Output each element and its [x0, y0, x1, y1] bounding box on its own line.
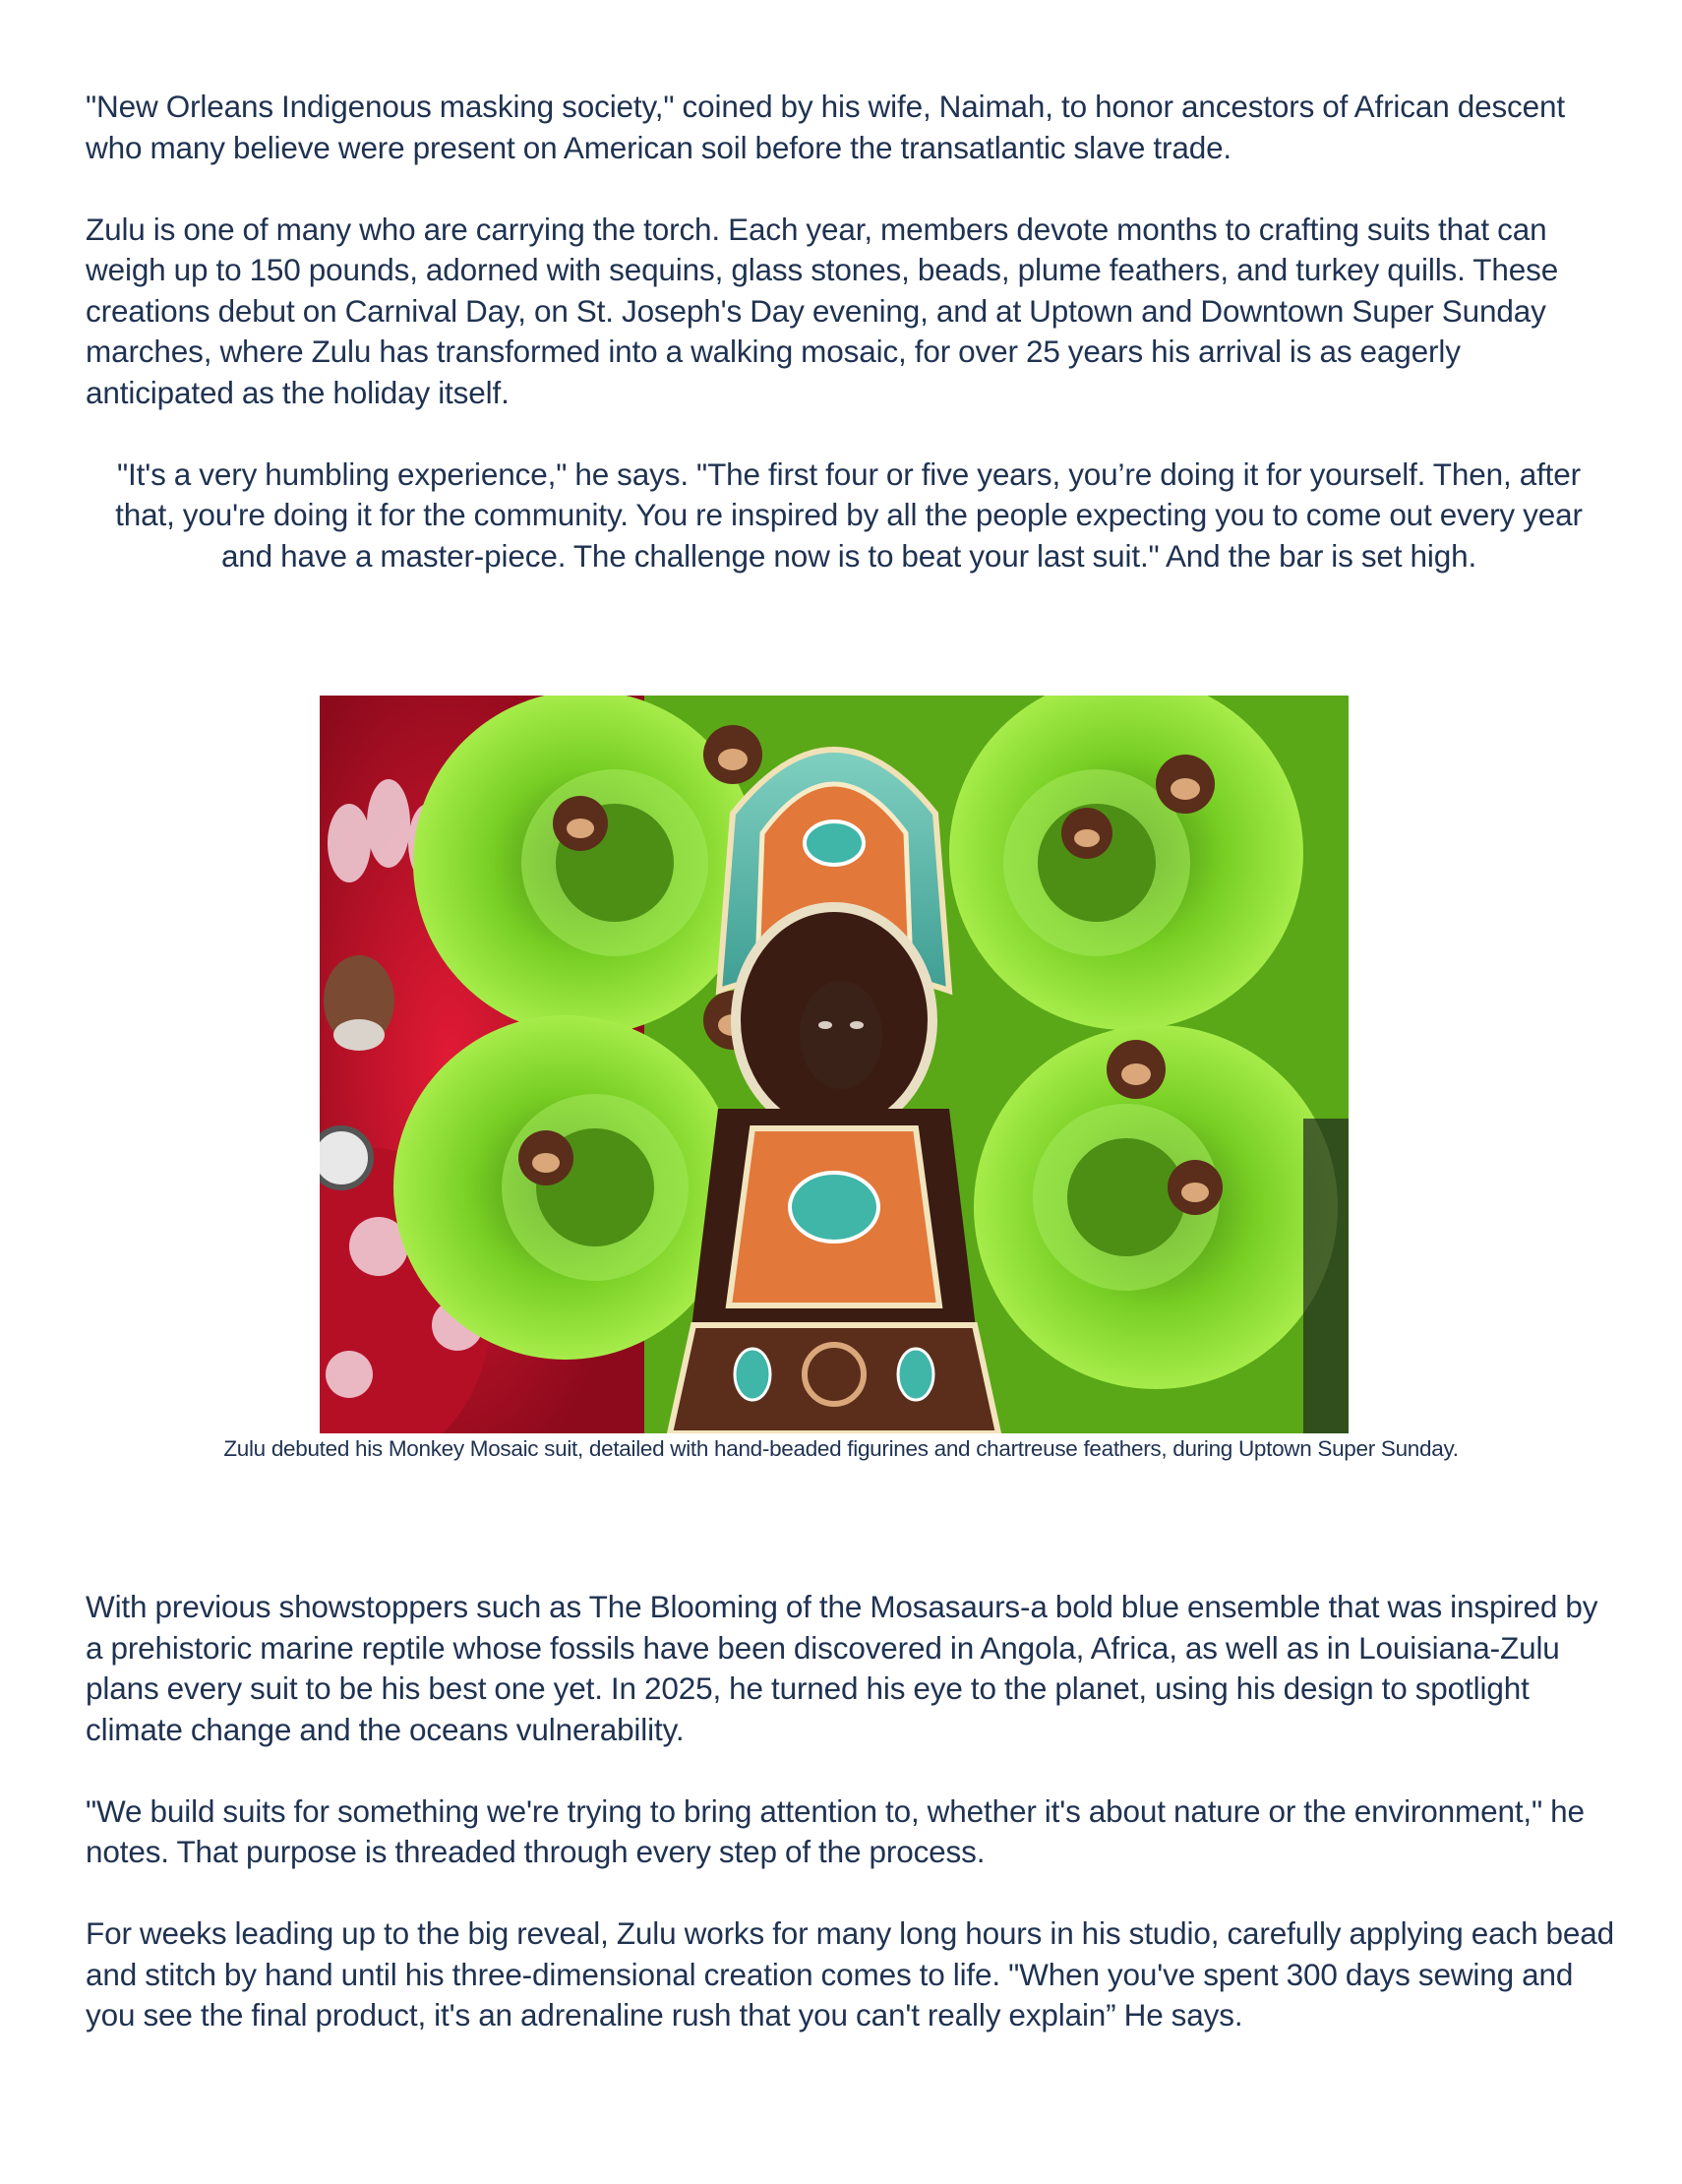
paragraph-previous-showstoppers: With previous showstoppers such as The Blooming of the Mosasaurs-a bold blue ensemble that was inspired by a prehistoric marine reptile whose fossils have been discovered in Angola, Africa, as well as in Louisiana-Zulu plans every suit to be his best one yet. In 2025, he turned his eye to the planet, using his design to spotlight climate change and the oceans vulnerability.: [86, 1589, 1598, 1747]
paragraph-carrying-torch: Zulu is one of many who are carrying the torch. Each year, members devote months to crafting suits that can weigh up to 150 pounds, adorned with sequins, glass stones, beads, plume feathers, and turkey quills. These creations debut on Carnival Day, on St. Joseph's Day evening, and at Uptown and Downtown Super Sunday marches, where Zulu has transformed into a walking mosaic, for over 25 years his arrival is as eagerly anticipated as the holiday itself.: [86, 211, 1559, 410]
pull-quote: "It's a very humbling experience," he says. "The first four or five years, you’re doing it for yourself. Then, after that, you're doing it for the community. You re inspired by all the people expecting you to come out every year and have a master-piece. The challenge now is to beat your last suit." And the bar is set high.: [115, 455, 1583, 574]
paragraph-indigenous-masking: "New Orleans Indigenous masking society," coined by his wife, Naimah, to honor ancestors of African descent who many believe were present on American soil before the transatlantic slave trade.: [86, 89, 1566, 165]
photo-caption: Zulu debuted his Monkey Mosaic suit, detailed with hand-beaded figurines and chartreuse feathers, during Uptown Super Sunday.: [223, 1436, 1459, 1461]
paragraph-build-suits: "We build suits for something we're trying to bring attention to, whether it's about nature or the environment," he notes. That purpose is threaded through every step of the process.: [86, 1792, 1585, 1869]
article-bottom: [86, 1587, 1620, 2036]
paragraph-weeks-leading-up: For weeks leading up to the big reveal, Zulu works for many long hours in his studio, carefully applying each bead and stitch by hand until his three-dimensional creation comes to life. "When you've spent 300 days sewing and you see the final product, it's an adrenaline rush that you can't really explain” He says.: [86, 1915, 1615, 2032]
photo-monkey-mosaic-suit: [320, 696, 1349, 1433]
article-top: [86, 87, 1600, 576]
